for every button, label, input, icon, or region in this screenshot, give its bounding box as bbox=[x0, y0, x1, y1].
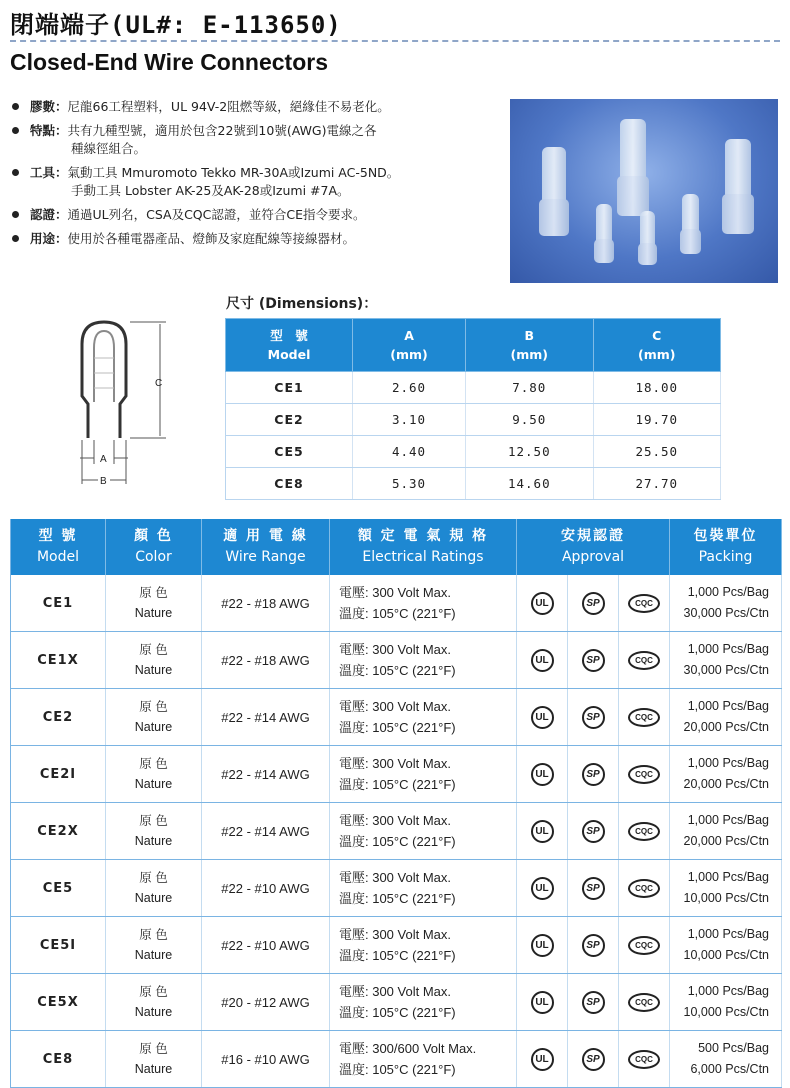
packing-cell: 1,000 Pcs/Bag 30,000 Pcs/Ctn bbox=[670, 575, 782, 632]
table-row bbox=[11, 917, 782, 974]
ul-cell bbox=[517, 575, 568, 632]
wire-range-cell: #22 - #14 AWG bbox=[202, 689, 330, 746]
connector-outline bbox=[82, 322, 126, 438]
csa-logo-icon: SP bbox=[582, 820, 605, 843]
feature-list bbox=[10, 98, 490, 254]
wire-range-cell: #22 - #18 AWG bbox=[202, 632, 330, 689]
cqc-logo-icon: CQC bbox=[628, 651, 660, 670]
packing-cell: 1,000 Pcs/Bag 10,000 Pcs/Ctn bbox=[670, 974, 782, 1031]
csa-cell bbox=[568, 860, 619, 917]
packing-cell: 1,000 Pcs/Bag 20,000 Pcs/Ctn bbox=[670, 746, 782, 803]
table-row bbox=[11, 689, 782, 746]
cqc-cell bbox=[619, 746, 670, 803]
model-cell: CE1 bbox=[11, 575, 106, 632]
table-row bbox=[11, 1031, 782, 1088]
cqc-logo-icon: CQC bbox=[628, 765, 660, 784]
csa-cell bbox=[568, 917, 619, 974]
table-row bbox=[11, 974, 782, 1031]
model-cell: CE5 bbox=[11, 860, 106, 917]
packing-cell: 1,000 Pcs/Bag 20,000 Pcs/Ctn bbox=[670, 803, 782, 860]
label-b: B bbox=[100, 476, 107, 487]
feature-item: 用途：使用於各種電器產品、燈飾及家庭配線等接線器材。 bbox=[10, 230, 490, 248]
model-cell: CE2 bbox=[11, 689, 106, 746]
csa-cell bbox=[568, 803, 619, 860]
bullet-icon bbox=[12, 235, 19, 242]
csa-logo-icon: SP bbox=[582, 934, 605, 957]
connector-image bbox=[620, 119, 646, 209]
cqc-cell bbox=[619, 575, 670, 632]
connector-image bbox=[542, 147, 566, 229]
wire-range-cell: #22 - #14 AWG bbox=[202, 803, 330, 860]
packing-cell: 1,000 Pcs/Bag 10,000 Pcs/Ctn bbox=[670, 860, 782, 917]
wire-range-cell: #22 - #10 AWG bbox=[202, 860, 330, 917]
electrical-cell: 電壓: 300 Volt Max. 溫度: 105°C (221°F) bbox=[330, 917, 517, 974]
packing-cell: 500 Pcs/Bag 6,000 Pcs/Ctn bbox=[670, 1031, 782, 1088]
electrical-cell: 電壓: 300 Volt Max. 溫度: 105°C (221°F) bbox=[330, 632, 517, 689]
model-cell: CE5I bbox=[11, 917, 106, 974]
spec-header-approval: 安規認證 Approval bbox=[517, 519, 670, 575]
cqc-logo-icon: CQC bbox=[628, 879, 660, 898]
cqc-cell bbox=[619, 689, 670, 746]
csa-logo-icon: SP bbox=[582, 1048, 605, 1071]
cqc-logo-icon: CQC bbox=[628, 1050, 660, 1069]
bullet-icon bbox=[12, 211, 19, 218]
spec-header-color: 顏 色 Color bbox=[106, 519, 202, 575]
packing-cell: 1,000 Pcs/Bag 10,000 Pcs/Ctn bbox=[670, 917, 782, 974]
table-row: CE8 5.30 14.60 27.70 bbox=[226, 468, 721, 500]
feature-item: 特點：共有九種型號，適用於包含22號到10號(AWG)電線之各 種線徑組合。 bbox=[10, 122, 490, 158]
dimensions-title: 尺寸 (Dimensions)： bbox=[226, 296, 378, 312]
color-cell: 原 色 Nature bbox=[106, 575, 202, 632]
model-cell: CE8 bbox=[11, 1031, 106, 1088]
ul-logo-icon: UL bbox=[531, 877, 554, 900]
cqc-cell bbox=[619, 974, 670, 1031]
label-a: A bbox=[100, 454, 107, 465]
color-cell: 原 色 Nature bbox=[106, 632, 202, 689]
bullet-icon bbox=[12, 103, 19, 110]
specifications-table bbox=[10, 519, 782, 1088]
color-cell: 原 色 Nature bbox=[106, 746, 202, 803]
ul-cell bbox=[517, 746, 568, 803]
dimensions-table bbox=[225, 318, 721, 500]
spec-header-model: 型 號 Model bbox=[11, 519, 106, 575]
color-cell: 原 色 Nature bbox=[106, 689, 202, 746]
packing-cell: 1,000 Pcs/Bag 30,000 Pcs/Ctn bbox=[670, 632, 782, 689]
model-cell: CE2I bbox=[11, 746, 106, 803]
csa-cell bbox=[568, 1031, 619, 1088]
table-row bbox=[11, 632, 782, 689]
electrical-cell: 電壓: 300 Volt Max. 溫度: 105°C (221°F) bbox=[330, 974, 517, 1031]
cqc-logo-icon: CQC bbox=[628, 594, 660, 613]
csa-logo-icon: SP bbox=[582, 706, 605, 729]
ul-cell bbox=[517, 689, 568, 746]
ul-logo-icon: UL bbox=[531, 649, 554, 672]
bullet-icon bbox=[12, 169, 19, 176]
model-cell: CE2X bbox=[11, 803, 106, 860]
label-c: C bbox=[155, 378, 163, 389]
csa-cell bbox=[568, 746, 619, 803]
color-cell: 原 色 Nature bbox=[106, 974, 202, 1031]
cqc-cell bbox=[619, 803, 670, 860]
cqc-cell bbox=[619, 1031, 670, 1088]
wire-range-cell: #20 - #12 AWG bbox=[202, 974, 330, 1031]
ul-logo-icon: UL bbox=[531, 934, 554, 957]
cqc-logo-icon: CQC bbox=[628, 708, 660, 727]
wire-range-cell: #22 - #14 AWG bbox=[202, 746, 330, 803]
dim-header-model: 型 號 Model bbox=[226, 319, 353, 372]
ul-logo-icon: UL bbox=[531, 1048, 554, 1071]
table-row bbox=[11, 803, 782, 860]
wire-range-cell: #16 - #10 AWG bbox=[202, 1031, 330, 1088]
electrical-cell: 電壓: 300 Volt Max. 溫度: 105°C (221°F) bbox=[330, 860, 517, 917]
electrical-cell: 電壓: 300 Volt Max. 溫度: 105°C (221°F) bbox=[330, 689, 517, 746]
table-row bbox=[11, 575, 782, 632]
ul-cell bbox=[517, 632, 568, 689]
electrical-cell: 電壓: 300 Volt Max. 溫度: 105°C (221°F) bbox=[330, 575, 517, 632]
connector-dimension-diagram bbox=[66, 318, 186, 493]
csa-cell bbox=[568, 575, 619, 632]
table-row: CE5 4.40 12.50 25.50 bbox=[226, 436, 721, 468]
csa-cell bbox=[568, 974, 619, 1031]
product-photo bbox=[510, 99, 778, 283]
dim-header-c: C (mm) bbox=[593, 319, 720, 372]
dim-header-a: A (mm) bbox=[353, 319, 466, 372]
table-row bbox=[11, 746, 782, 803]
connector-image bbox=[682, 194, 699, 250]
cqc-cell bbox=[619, 632, 670, 689]
electrical-cell: 電壓: 300 Volt Max. 溫度: 105°C (221°F) bbox=[330, 803, 517, 860]
csa-cell bbox=[568, 632, 619, 689]
color-cell: 原 色 Nature bbox=[106, 860, 202, 917]
ul-cell bbox=[517, 917, 568, 974]
packing-cell: 1,000 Pcs/Bag 20,000 Pcs/Ctn bbox=[670, 689, 782, 746]
feature-item: 工具：氣動工具 Mmuromoto Tekko MR-30A或Izumi AC-5ND。 手動工具 Lobster AK-25及AK-28或Izumi #7A。 bbox=[10, 164, 490, 200]
ul-cell bbox=[517, 974, 568, 1031]
color-cell: 原 色 Nature bbox=[106, 803, 202, 860]
page-title-zh: 閉端端子(UL#: E-113650) bbox=[10, 11, 342, 39]
connector-image bbox=[725, 139, 751, 227]
model-cell: CE5X bbox=[11, 974, 106, 1031]
wire-range-cell: #22 - #10 AWG bbox=[202, 917, 330, 974]
ul-logo-icon: UL bbox=[531, 820, 554, 843]
ul-logo-icon: UL bbox=[531, 991, 554, 1014]
csa-logo-icon: SP bbox=[582, 877, 605, 900]
csa-logo-icon: SP bbox=[582, 763, 605, 786]
title-divider bbox=[10, 40, 780, 42]
cqc-logo-icon: CQC bbox=[628, 936, 660, 955]
spec-header-electrical: 額 定 電 氣 規 格 Electrical Ratings bbox=[330, 519, 517, 575]
dim-header-b: B (mm) bbox=[466, 319, 593, 372]
cqc-logo-icon: CQC bbox=[628, 822, 660, 841]
csa-logo-icon: SP bbox=[582, 592, 605, 615]
color-cell: 原 色 Nature bbox=[106, 917, 202, 974]
ul-logo-icon: UL bbox=[531, 706, 554, 729]
electrical-cell: 電壓: 300 Volt Max. 溫度: 105°C (221°F) bbox=[330, 746, 517, 803]
spec-header-wire-range: 適 用 電 線 Wire Range bbox=[202, 519, 330, 575]
table-row: CE1 2.60 7.80 18.00 bbox=[226, 372, 721, 404]
cqc-cell bbox=[619, 860, 670, 917]
ul-cell bbox=[517, 860, 568, 917]
csa-logo-icon: SP bbox=[582, 991, 605, 1014]
connector-image bbox=[596, 204, 612, 259]
bullet-icon bbox=[12, 127, 19, 134]
ul-cell bbox=[517, 803, 568, 860]
ul-logo-icon: UL bbox=[531, 763, 554, 786]
cqc-logo-icon: CQC bbox=[628, 993, 660, 1012]
color-cell: 原 色 Nature bbox=[106, 1031, 202, 1088]
table-row: CE2 3.10 9.50 19.70 bbox=[226, 404, 721, 436]
cqc-cell bbox=[619, 917, 670, 974]
table-row bbox=[11, 860, 782, 917]
connector-image bbox=[640, 211, 655, 261]
model-cell: CE1X bbox=[11, 632, 106, 689]
csa-logo-icon: SP bbox=[582, 649, 605, 672]
ul-logo-icon: UL bbox=[531, 592, 554, 615]
ul-cell bbox=[517, 1031, 568, 1088]
feature-item: 認證：通過UL列名，CSA及CQC認證，並符合CE指令要求。 bbox=[10, 206, 490, 224]
csa-cell bbox=[568, 689, 619, 746]
spec-header-packing: 包裝單位 Packing bbox=[670, 519, 782, 575]
page-title-en: Closed-End Wire Connectors bbox=[10, 49, 328, 75]
electrical-cell: 電壓: 300/600 Volt Max. 溫度: 105°C (221°F) bbox=[330, 1031, 517, 1088]
feature-item: 膠數：尼龍66工程塑料，UL 94V-2阻燃等級，絕緣佳不易老化。 bbox=[10, 98, 490, 116]
wire-range-cell: #22 - #18 AWG bbox=[202, 575, 330, 632]
